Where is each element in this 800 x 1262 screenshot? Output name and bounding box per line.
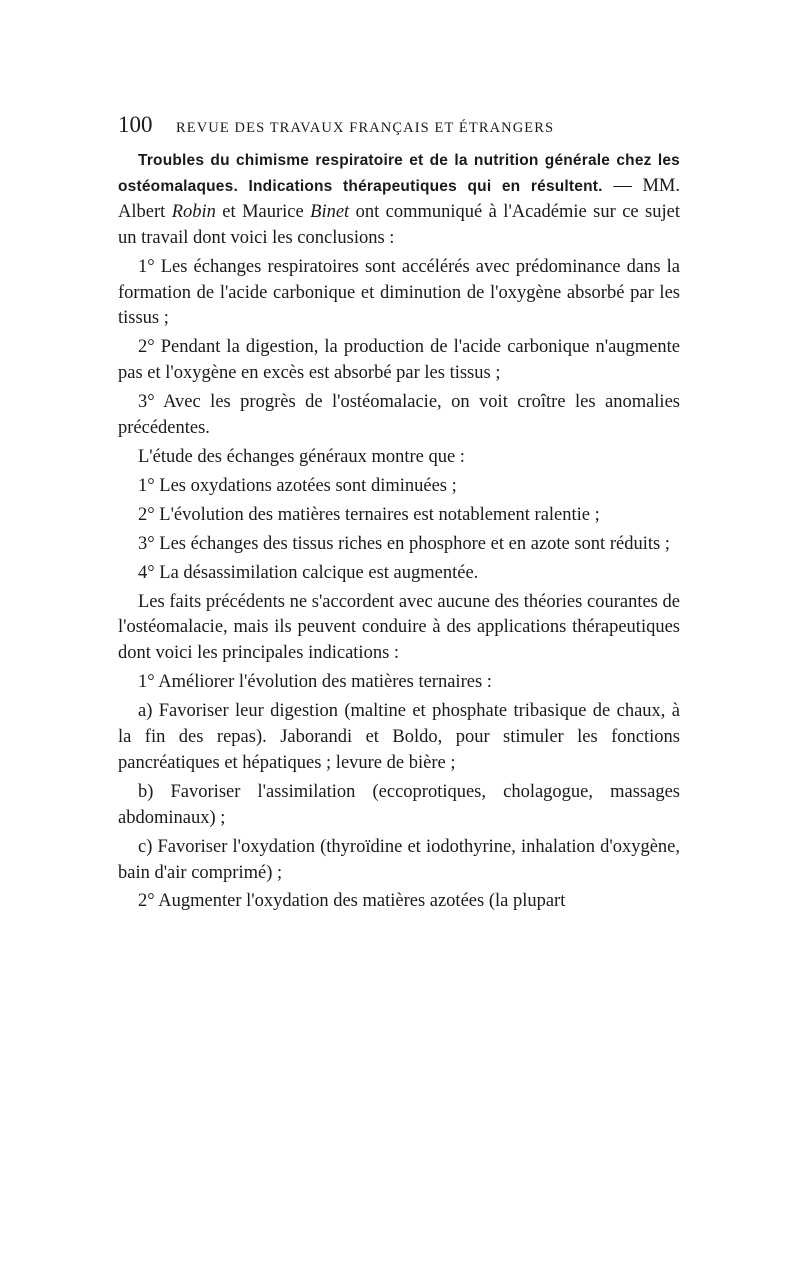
paragraph-respiratory-2: 2° Pendant la digestion, la production de l'acide carbonique n'augmente pas et l'oxygène en excès est absorbé par les tissus ; (118, 337, 680, 384)
article-body (118, 148, 680, 915)
paragraph-general-intro: L'étude des échanges généraux montre que : (138, 446, 465, 467)
paragraph-general-1: 1° Les oxydations azotées sont diminuées ; (138, 475, 457, 496)
paragraph-indication-1b: b) Favoriser l'assimilation (eccoprotiques, cholagogue, massages abdominaux) ; (118, 781, 680, 828)
author-robin: Robin (171, 201, 216, 222)
paragraph-indication-1: 1° Améliorer l'évolution des matières ternaires : (138, 672, 492, 693)
journal-title: REVUE DES TRAVAUX FRANÇAIS ET ÉTRANGERS (176, 120, 555, 136)
paragraph-indication-1a: a) Favoriser leur digestion (maltine et phosphate tribasique de chaux, à la fin des repas). Jaborandi et Boldo, pour stimuler les fonctions pancréatiques et hépatiques ; levure de bière ; (118, 701, 680, 773)
paragraph-general-4: 4° La désassimilation calcique est augmentée. (138, 562, 479, 583)
intro-and: et Maurice (215, 201, 311, 222)
paragraph-respiratory-3: 3° Avec les progrès de l'ostéomalacie, on voit croître les anomalies précédentes. (118, 392, 680, 439)
page (118, 112, 680, 915)
paragraph-indication-1c: c) Favoriser l'oxydation (thyroïdine et iodothyrine, inhalation d'oxygène, bain d'air comprimé) ; (118, 836, 680, 883)
paragraph-therapeutic-intro: Les faits précédents ne s'accordent avec aucune des théories courantes de l'ostéomalacie, mais ils peuvent conduire à des applications thérapeutiques dont voici les principales indications : (118, 591, 680, 664)
intro-dash: — MM. Albert (118, 175, 680, 222)
author-binet: Binet (310, 201, 350, 222)
paragraph-general-2: 2° L'évolution des matières ternaires est notablement ralentie ; (138, 504, 600, 525)
paragraph-general-3: 3° Les échanges des tissus riches en phosphore et en azote sont réduits ; (138, 533, 670, 554)
article-title: Troubles du chimisme respiratoire et de la nutrition générale chez les ostéomalaques. Indications thérapeutiques qui en résultent. (118, 152, 680, 195)
paragraph-respiratory-1: 1° Les échanges respiratoires sont accélérés avec prédominance dans la formation de l'acide carbonique et diminution de l'oxygène absorbé par les tissus ; (118, 256, 680, 329)
running-head (118, 112, 680, 148)
page-number: 100 (118, 112, 153, 137)
paragraph-indication-2: 2° Augmenter l'oxydation des matières azotées (la plupart (138, 891, 566, 912)
article-intro (118, 148, 680, 252)
intro-rest: ont communiqué à l'Académie sur ce sujet un travail dont voici les conclusions : (118, 201, 680, 248)
